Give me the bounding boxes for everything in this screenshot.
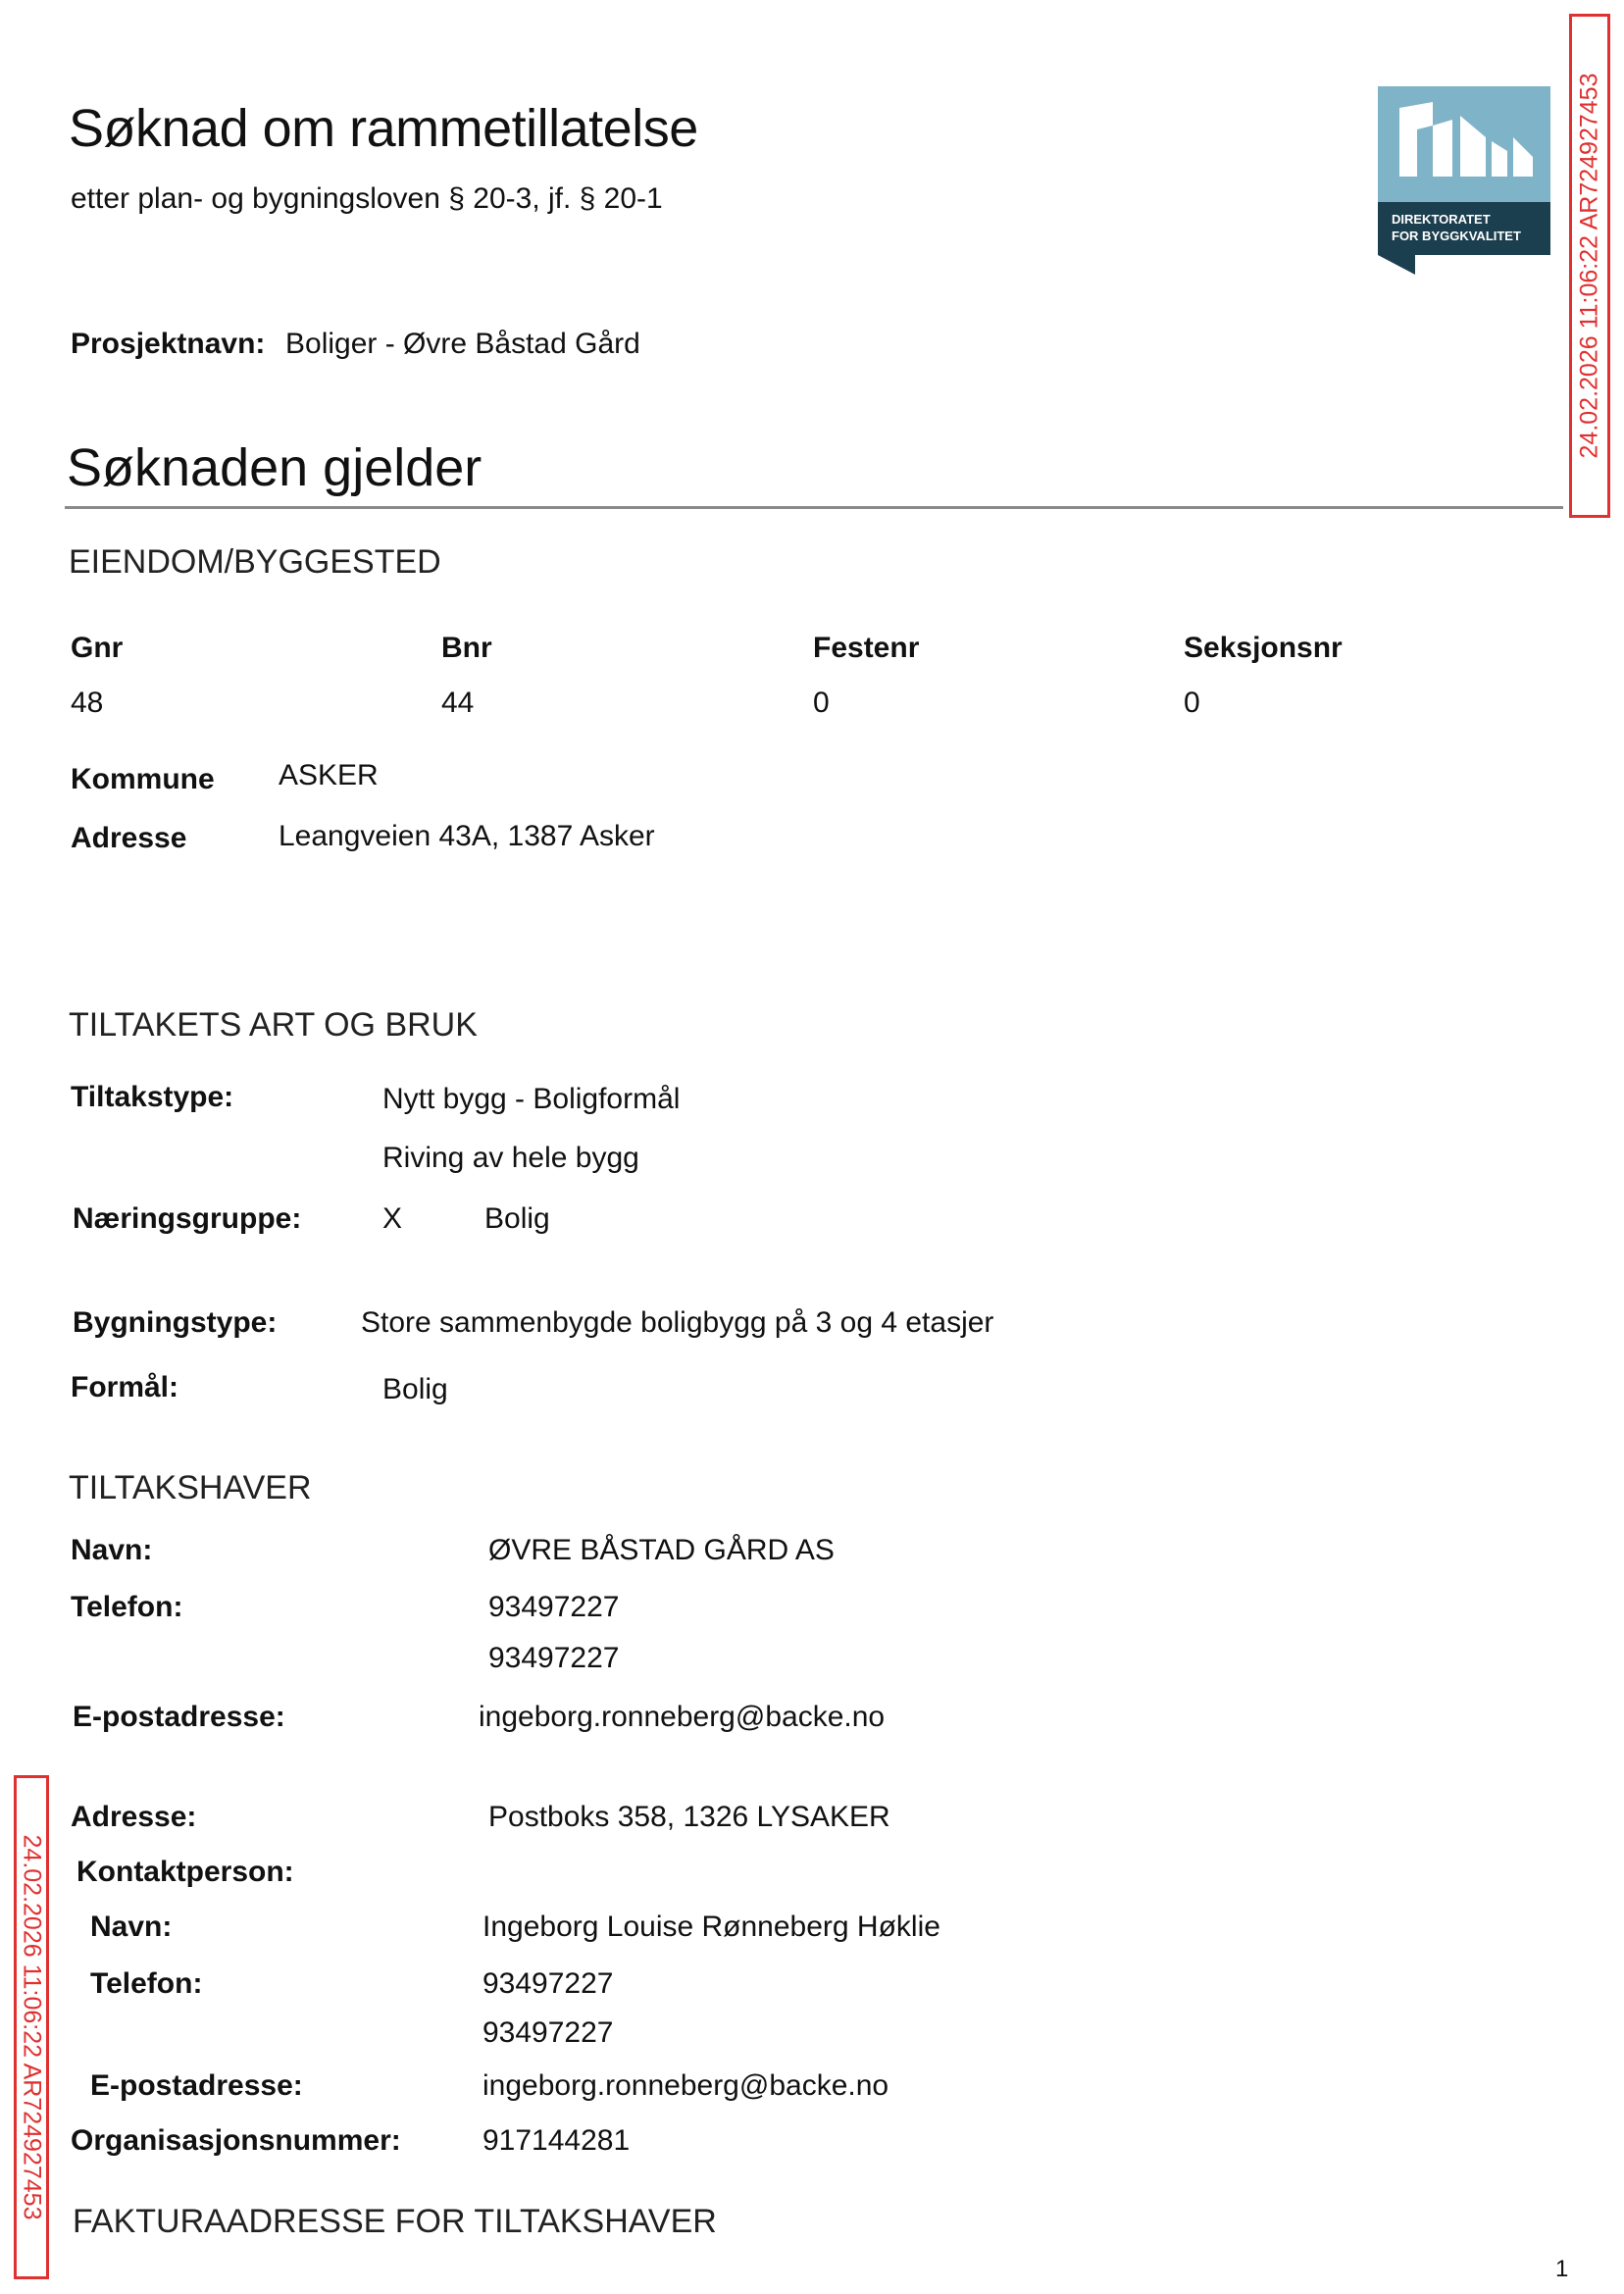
formal-label: Formål: <box>71 1371 179 1403</box>
bnr-label: Bnr <box>441 632 492 664</box>
tiltakshaver-navn-value: ØVRE BÅSTAD GÅRD AS <box>488 1534 835 1566</box>
project-name-label: Prosjektnavn: <box>71 328 266 360</box>
bygningstype-label: Bygningstype: <box>73 1306 278 1339</box>
dibk-logo <box>1378 86 1550 275</box>
project-name-value: Boliger - Øvre Båstad Gård <box>285 328 640 360</box>
page-subtitle: etter plan- og bygningsloven § 20-3, jf. § 20-1 <box>71 182 663 215</box>
adresse-label: Adresse <box>71 822 187 854</box>
kommune-value: ASKER <box>279 759 379 791</box>
tiltakshaver-telefon-value-2: 93497227 <box>488 1642 620 1674</box>
formal-value: Bolig <box>382 1373 448 1405</box>
date-stamp-right <box>1569 14 1610 518</box>
tiltakshaver-navn-label: Navn: <box>71 1534 153 1566</box>
seksjonsnr-label: Seksjonsnr <box>1184 632 1343 664</box>
page-number: 1 <box>1555 2256 1569 2282</box>
tiltakshaver-telefon-value-1: 93497227 <box>488 1591 620 1623</box>
bnr-value: 44 <box>441 687 475 719</box>
kontakt-telefon-value-1: 93497227 <box>482 1967 614 2000</box>
tiltakshaver-heading: TILTAKSHAVER <box>69 1469 312 1506</box>
faktura-heading: FAKTURAADRESSE FOR TILTAKSHAVER <box>73 2203 717 2240</box>
naeringsgruppe-value: Bolig <box>484 1202 550 1235</box>
dibk-logo-graphic <box>1378 86 1550 275</box>
section-title: Søknaden gjelder <box>67 438 482 497</box>
tiltakstype-value-2: Riving av hele bygg <box>382 1142 639 1174</box>
logo-text-line-1: DIREKTORATET <box>1392 212 1491 227</box>
naeringsgruppe-label: Næringsgruppe: <box>73 1202 302 1235</box>
tiltakshaver-epost-label: E-postadresse: <box>73 1701 285 1733</box>
festenr-value: 0 <box>813 687 830 719</box>
bygningstype-value: Store sammenbygde boligbygg på 3 og 4 etasjer <box>361 1306 994 1339</box>
section-divider <box>65 506 1563 509</box>
kontakt-epost-label: E-postadresse: <box>90 2069 303 2102</box>
kontakt-navn-label: Navn: <box>90 1911 173 1943</box>
kommune-label: Kommune <box>71 763 215 795</box>
tiltakshaver-telefon-label: Telefon: <box>71 1591 183 1623</box>
kontaktperson-label: Kontaktperson: <box>76 1856 294 1888</box>
logo-text-line-2: FOR BYGGKVALITET <box>1392 229 1521 243</box>
tiltakstype-label: Tiltakstype: <box>71 1081 234 1113</box>
naeringsgruppe-code: X <box>382 1202 403 1235</box>
kontakt-navn-value: Ingeborg Louise Rønneberg Høklie <box>482 1911 940 1943</box>
gnr-label: Gnr <box>71 632 124 664</box>
kontakt-telefon-label: Telefon: <box>90 1967 203 2000</box>
festenr-label: Festenr <box>813 632 920 664</box>
adresse-value: Leangveien 43A, 1387 Asker <box>279 820 655 852</box>
date-stamp-left-text: 24.02.2026 11:06:22 AR724927453 <box>18 1834 46 2220</box>
date-stamp-left <box>14 1775 49 2279</box>
tiltakshaver-adresse-value: Postboks 358, 1326 LYSAKER <box>488 1801 890 1833</box>
kontakt-telefon-value-2: 93497227 <box>482 2016 614 2049</box>
kontakt-epost-value: ingeborg.ronneberg@backe.no <box>482 2069 889 2102</box>
tiltak-heading: TILTAKETS ART OG BRUK <box>69 1006 478 1044</box>
seksjonsnr-value: 0 <box>1184 687 1200 719</box>
tiltakshaver-epost-value: ingeborg.ronneberg@backe.no <box>479 1701 886 1733</box>
eiendom-heading: EIENDOM/BYGGESTED <box>69 543 441 581</box>
tiltakshaver-adresse-label: Adresse: <box>71 1801 197 1833</box>
tiltakstype-value-1: Nytt bygg - Boligformål <box>382 1083 681 1115</box>
page-title: Søknad om rammetillatelse <box>69 99 698 158</box>
date-stamp-right-text: 24.02.2026 11:06:22 AR724927453 <box>1575 73 1603 459</box>
gnr-value: 48 <box>71 687 104 719</box>
orgnr-label: Organisasjonsnummer: <box>71 2124 401 2157</box>
orgnr-value: 917144281 <box>482 2124 631 2157</box>
